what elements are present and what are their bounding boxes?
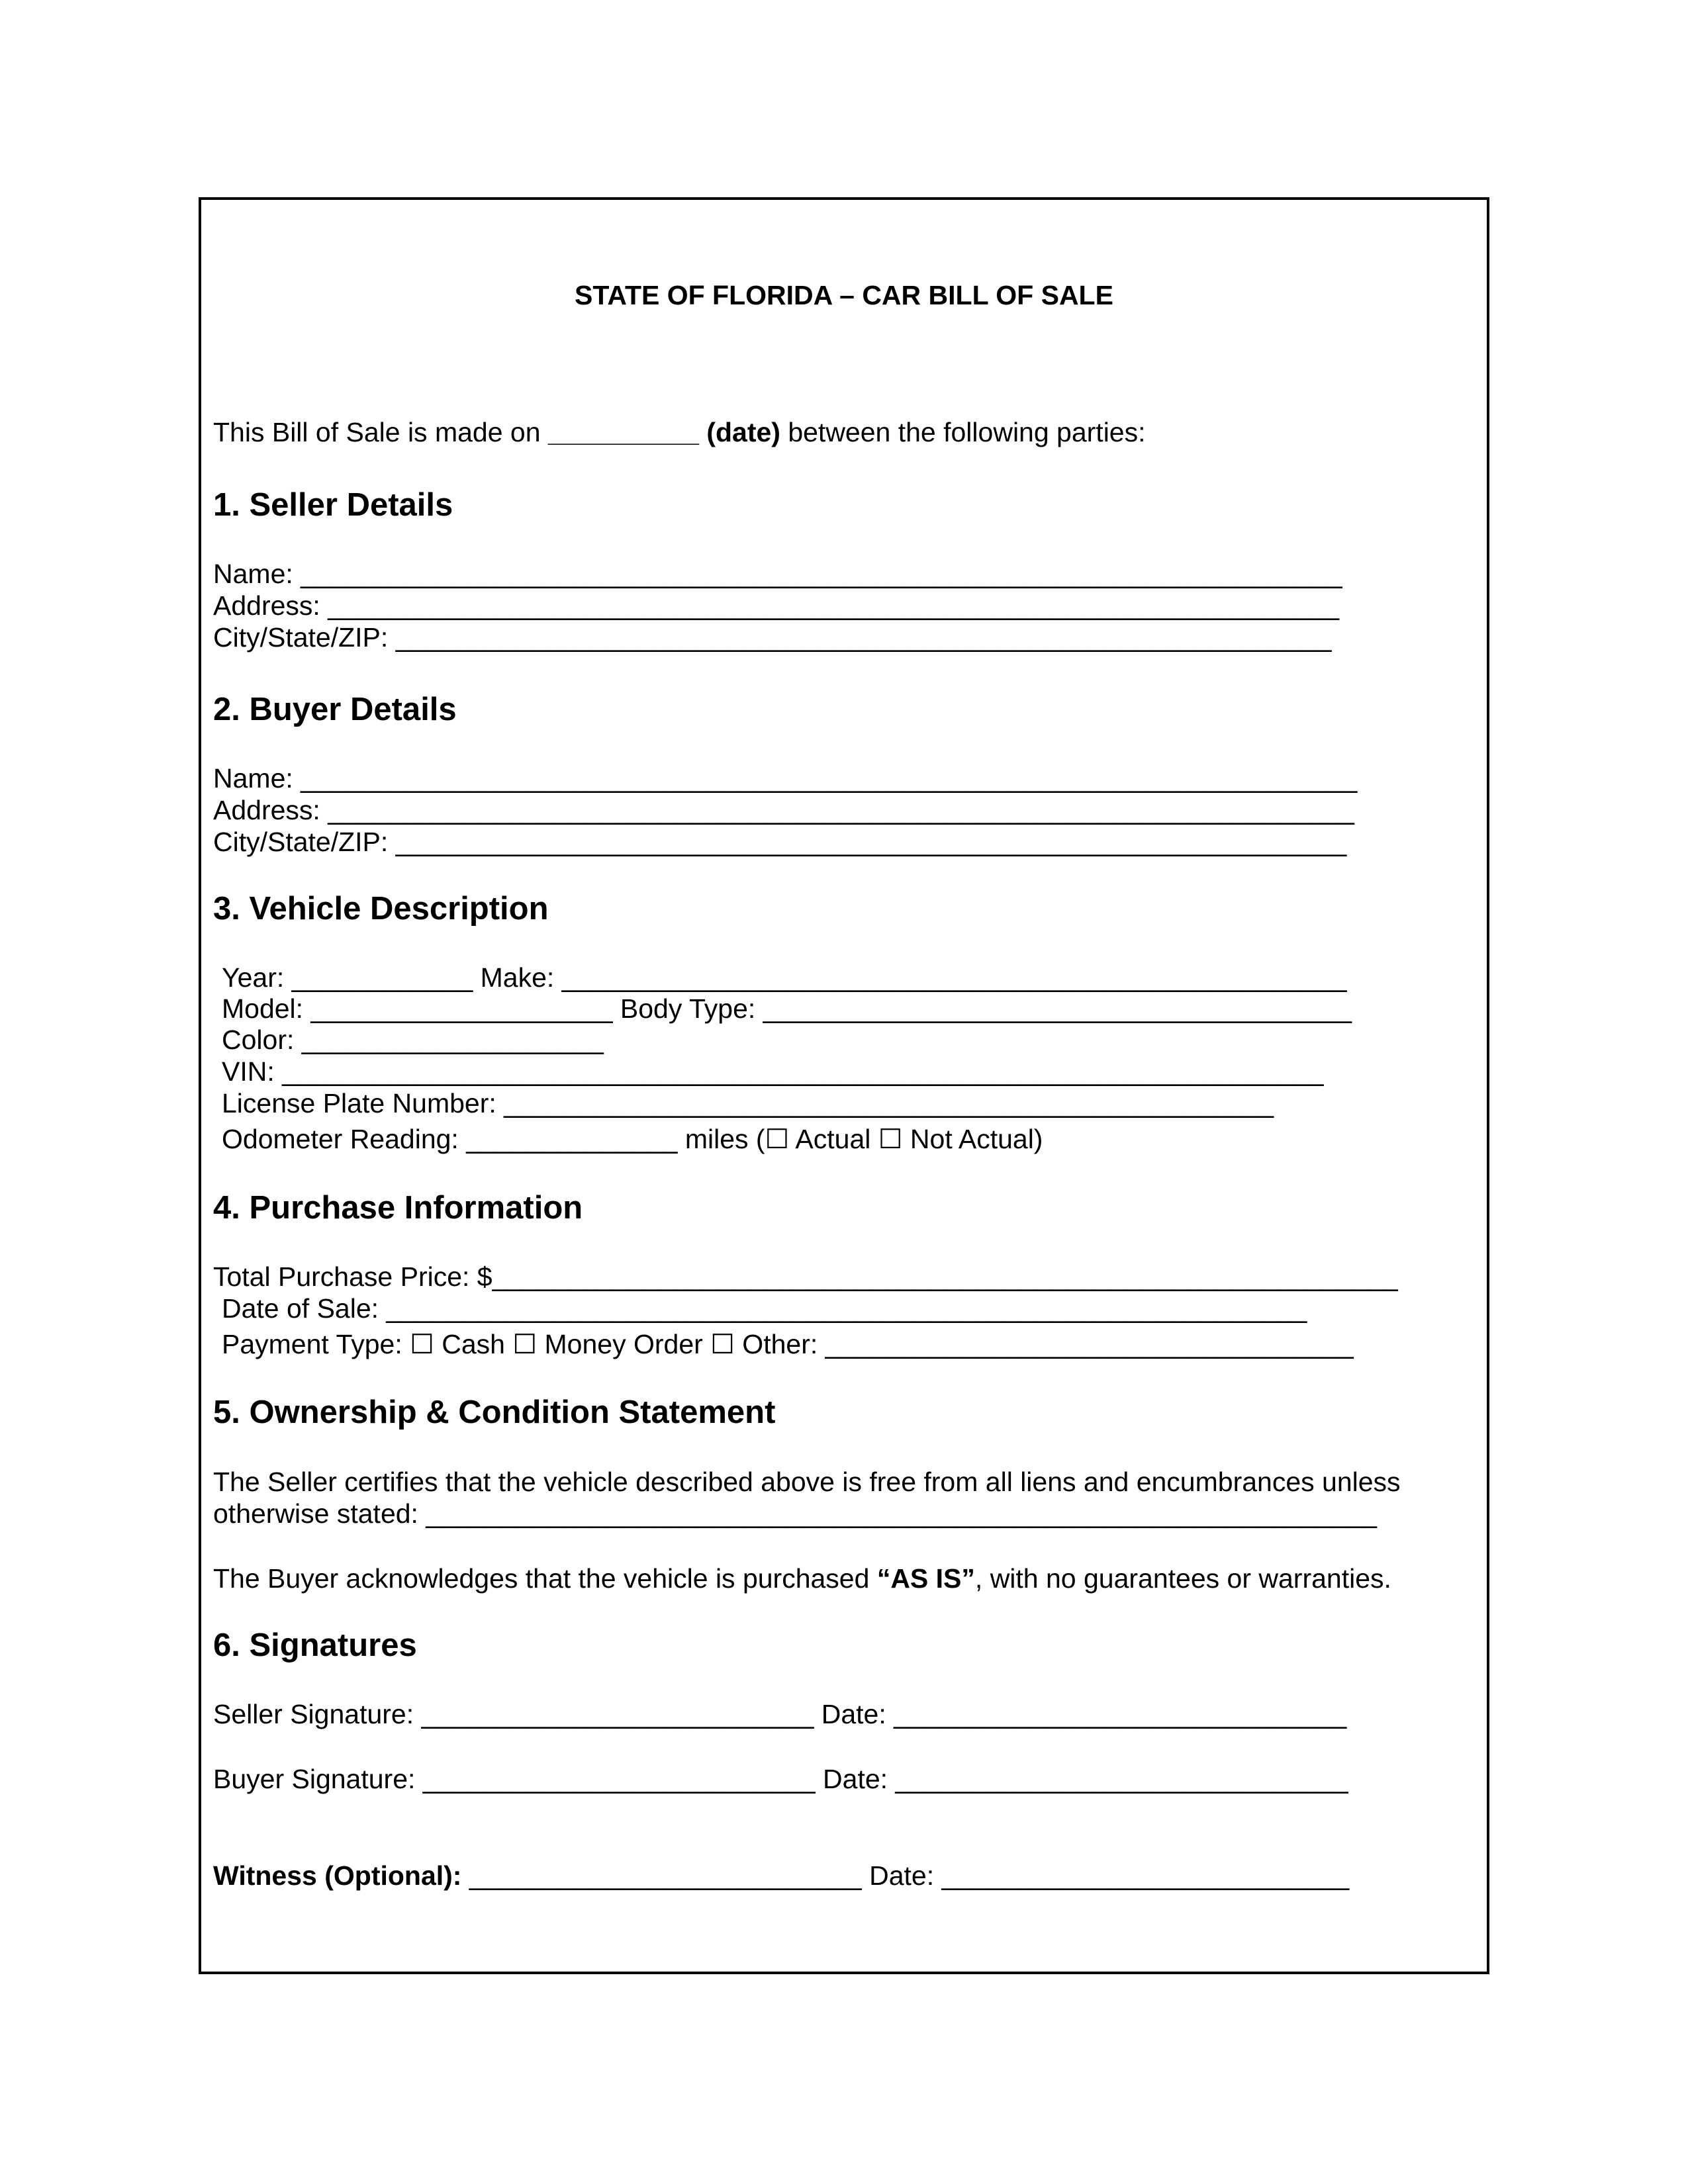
seller-address-field[interactable]: Address: ___________________________________________________________________ (213, 590, 1339, 621)
intro-line (213, 416, 1146, 448)
vehicle-odometer-field[interactable]: Odometer Reading: ______________ miles (☐ Actual ☐ Not Actual) (222, 1124, 1043, 1154)
ownership-heading: 5. Ownership & Condition Statement (213, 1394, 776, 1430)
vehicle-vin-field[interactable]: VIN: _____________________________________________________________________ (222, 1056, 1324, 1087)
buyer-signature-field[interactable]: Buyer Signature: __________________________ Date: ______________________________ (213, 1764, 1348, 1794)
signatures-heading: 6. Signatures (213, 1627, 417, 1663)
vehicle-model-body-field[interactable]: Model: ____________________ Body Type: _______________________________________ (222, 993, 1352, 1024)
seller-signature-field[interactable]: Seller Signature: __________________________ Date: ______________________________ (213, 1699, 1347, 1729)
buyer-heading: 2. Buyer Details (213, 692, 457, 727)
witness-signature-field[interactable] (213, 1860, 1349, 1891)
ownership-statement: The Seller certifies that the vehicle described above is free from all liens and encumbrances unless (213, 1467, 1401, 1497)
vehicle-year-make-field[interactable]: Year: ____________ Make: ____________________________________________________ (222, 962, 1347, 993)
purchase-date-field[interactable]: Date of Sale: _____________________________________________________________ (222, 1293, 1307, 1324)
intro-suffix: between the following parties: (780, 417, 1146, 447)
purchase-payment-field[interactable]: Payment Type: ☐ Cash ☐ Money Order ☐ Other: ___________________________________ (222, 1329, 1354, 1359)
as-is-statement (213, 1563, 1391, 1594)
seller-heading: 1. Seller Details (213, 487, 453, 523)
purchase-heading: 4. Purchase Information (213, 1190, 583, 1226)
intro-date-label: (date) (698, 417, 780, 447)
as-is-suffix: , with no guarantees or warranties. (974, 1563, 1391, 1594)
as-is-prefix: The Buyer acknowledges that the vehicle is purchased (213, 1563, 877, 1594)
witness-blank[interactable]: __________________________ Date: ___________________________ (461, 1860, 1350, 1891)
ownership-otherwise-field[interactable]: otherwise stated: _______________________________________________________________ (213, 1498, 1377, 1529)
seller-city-field[interactable]: City/State/ZIP: ______________________________________________________________ (213, 622, 1332, 653)
as-is-bold: “AS IS” (876, 1563, 975, 1594)
buyer-name-field[interactable]: Name: ______________________________________________________________________ (213, 763, 1358, 794)
vehicle-heading: 3. Vehicle Description (213, 891, 549, 927)
document-title: STATE OF FLORIDA – CAR BILL OF SALE (575, 280, 1113, 310)
vehicle-plate-field[interactable]: License Plate Number: ___________________________________________________ (222, 1088, 1274, 1118)
vehicle-color-field[interactable]: Color: ____________________ (222, 1024, 604, 1055)
witness-label: Witness (Optional): (213, 1860, 462, 1891)
buyer-address-field[interactable]: Address: ____________________________________________________________________ (213, 795, 1354, 825)
purchase-price-field[interactable]: Total Purchase Price: $____________________________________________________________ (213, 1261, 1398, 1292)
intro-date-blank[interactable]: __________ (547, 417, 699, 447)
seller-name-field[interactable]: Name: _____________________________________________________________________ (213, 559, 1342, 589)
intro-prefix: This Bill of Sale is made on (213, 417, 548, 447)
buyer-city-field[interactable]: City/State/ZIP: _______________________________________________________________ (213, 827, 1347, 857)
